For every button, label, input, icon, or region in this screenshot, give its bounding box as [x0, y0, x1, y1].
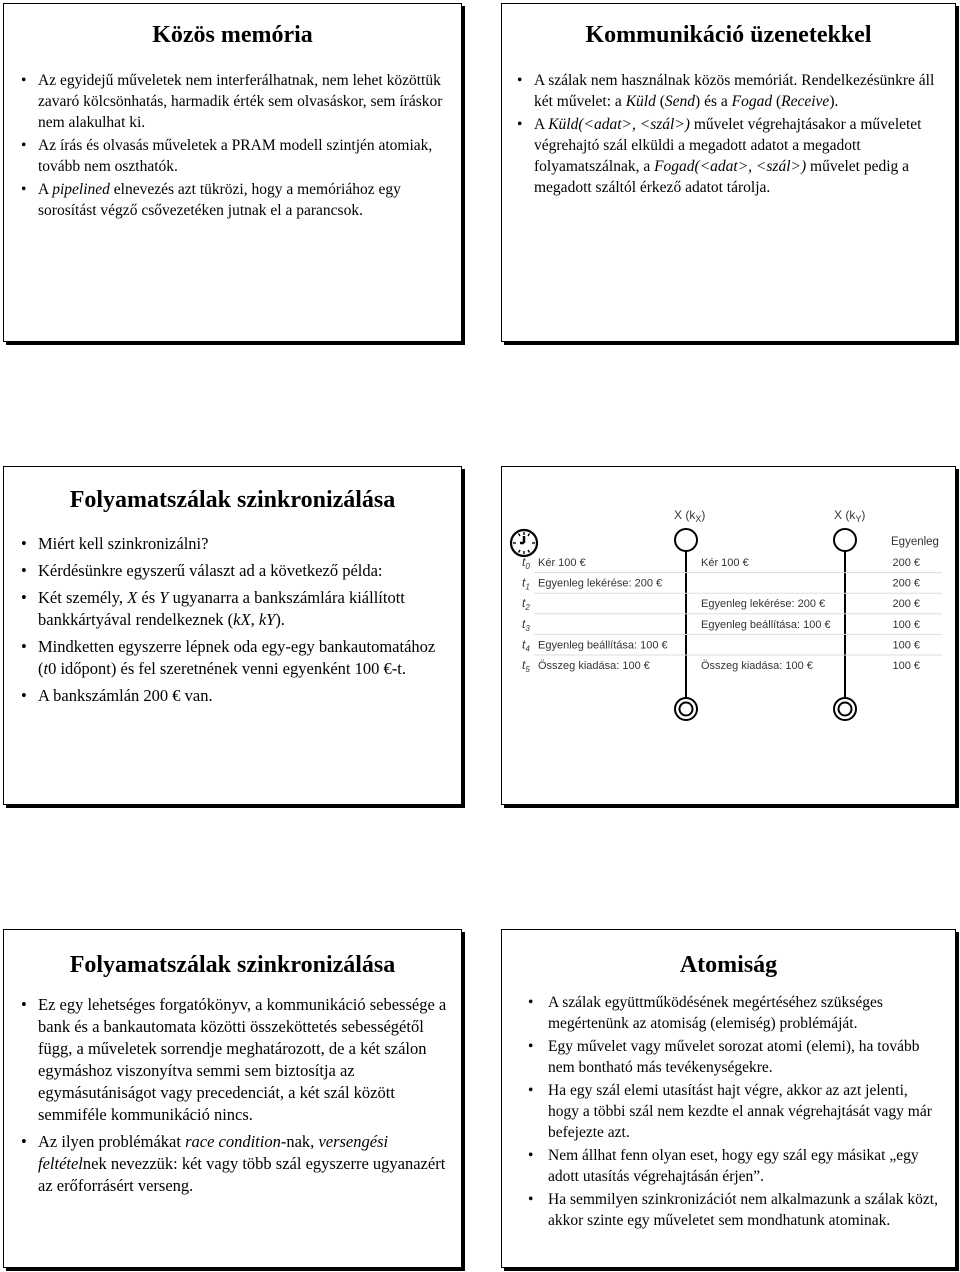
- slide-szinkronizalas-1: [3, 466, 462, 805]
- header-y: X $(k_Y)$: [834, 508, 866, 524]
- bullet-item: • Nem állhat fenn olyan eset, hogy egy szál egy másikat „egy adott utasítás végrehajtásán érjen”.: [514, 1145, 941, 1187]
- bullet-item: • A Küld(<adat>, <szál>) művelet végrehajtásakor a műveletet végrehajtó szál elküldi a megadott adatot a megadott folyamatszálnak, a Fogad(<adat>, <szál>) művelet pedig a megadott száltól érkező adatot tárolja.: [512, 114, 943, 198]
- bullet-item: • Az egyidejű műveletek nem interferálhatnak, nem lehet közöttük zavaró kölcsönhatás, harmadik érték sem olvasáskor, sem íráskor nem alakulhat ki.: [16, 70, 447, 133]
- bullet-item: • Az ilyen problémákat race condition-nak, versengési feltételnek nevezzük: két vagy több szál egyszerre ugyanazért az erőforrásért verseng.: [16, 1131, 447, 1197]
- bullet-item: • Mindketten egyszerre lépnek oda egy-egy bankautomatához (t0 időpont) és fel szeretnének venni egyenként 100 €-t.: [16, 636, 447, 680]
- slide-title: Folyamatszálak szinkronizálása: [69, 487, 396, 513]
- y-event: Egyenleg beállítása: 100 €: [701, 618, 831, 631]
- x-event: Egyenleg beállítása: 100 €: [538, 639, 668, 652]
- slide-kozos-memoria: [3, 3, 462, 342]
- slide-title: Atomiság: [679, 952, 778, 978]
- header-balance: Egyenleg: [891, 536, 939, 548]
- balance-value: 100 €: [892, 660, 920, 672]
- bullet-item: • Ha semmilyen szinkronizációt nem alkalmazunk a szálak közt, akkor szinte egy műveletet sem mondhatunk atominak.: [514, 1189, 941, 1231]
- slide-title: Folyamatszálak szinkronizálása: [69, 952, 396, 978]
- bullet-item: • A szálak együttműködésének megértéséhez szükséges megértenünk az atomiság (elemiség) problémáját.: [514, 992, 941, 1034]
- bullet-item: • Kérdésünkre egyszerű választ ad a következő példa:: [16, 560, 447, 582]
- y-timeline: [834, 529, 856, 720]
- time-label: $t_3$: [522, 616, 530, 633]
- bullet-list: [16, 70, 447, 223]
- time-label: $t_1$: [522, 575, 530, 592]
- bullet-item: • A bankszámlán 200 € van.: [16, 685, 447, 707]
- slide-atomisag: [501, 929, 956, 1268]
- bullet-item: • A pipelined elnevezés azt tükrözi, hogy a memóriához egy sorosítást végző csővezetéken jutnak el a parancsok.: [16, 179, 447, 221]
- time-label: $t_2$: [522, 596, 530, 613]
- bullet-list: [512, 70, 943, 200]
- y-event: Összeg kiadása: 100 €: [701, 660, 813, 672]
- slide-kommunikacio: [501, 3, 956, 342]
- bullet-item: • Ha egy szál elemi utasítást hajt végre, akkor az azt jelenti, hogy a többi szál nem kezdte el annak végrehajtását vagy már befejezte azt.: [514, 1080, 941, 1143]
- balance-value: 100 €: [892, 639, 920, 652]
- slide-timeline-diagram: [501, 466, 956, 805]
- bullet-list: [16, 994, 447, 1202]
- bullet-item: • Ez egy lehetséges forgatókönyv, a kommunikáció sebessége a bank és a bankautomata közötti összeköttetés sebességétől függ, a műveletek sorrendje meghatározott, de a két szálon egymáshoz viszonyítva semmi sem biztosítja az egymásutániságot vagy precedenciát, a két szál között semmiféle kommunikáció nincs.: [16, 994, 447, 1126]
- slide-title: Közös memória: [152, 22, 313, 48]
- bullet-item: • Két személy, X és Y ugyanarra a bankszámlára kiállított bankkártyával rendelkeznek (kX, kY).: [16, 587, 447, 631]
- bullet-list: [514, 992, 941, 1233]
- balance-value: 200 €: [892, 557, 920, 569]
- time-label: $t_0$: [522, 555, 530, 571]
- balance-value: 200 €: [892, 598, 920, 611]
- balance-value: 200 €: [892, 577, 920, 590]
- bullet-list: [16, 533, 447, 712]
- clock-icon: [511, 530, 537, 556]
- bullet-item: • Az írás és olvasás műveletek a PRAM modell szintjén atomiak, tovább nem oszthatók.: [16, 135, 447, 177]
- y-event: Kér 100 €: [701, 557, 749, 569]
- balance-value: 100 €: [892, 618, 920, 631]
- slide-title: Kommunikáció üzenetekkel: [585, 22, 872, 48]
- y-event: Egyenleg lekérése: 200 €: [701, 598, 826, 611]
- bullet-item: • A szálak nem használnak közös memóriát. Rendelkezésünkre áll két művelet: a Küld (Send) és a Fogad (Receive).: [512, 70, 943, 112]
- time-label: $t_5$: [522, 658, 530, 674]
- header-x: X $(k_X)$: [674, 508, 706, 524]
- x-event: Összeg kiadása: 100 €: [538, 660, 650, 672]
- x-event: Egyenleg lekérése: 200 €: [538, 577, 663, 590]
- time-label: $t_4$: [522, 637, 530, 654]
- x-timeline: [675, 529, 697, 720]
- slide-szinkronizalas-2: [3, 929, 462, 1268]
- timeline-diagram: [502, 467, 955, 804]
- bullet-item: • Miért kell szinkronizálni?: [16, 533, 447, 555]
- bullet-item: • Egy művelet vagy művelet sorozat atomi (elemi), ha tovább nem bontható más tevékenységekre.: [514, 1036, 941, 1078]
- x-event: Kér 100 €: [538, 557, 586, 569]
- diagram-rows: [522, 555, 942, 674]
